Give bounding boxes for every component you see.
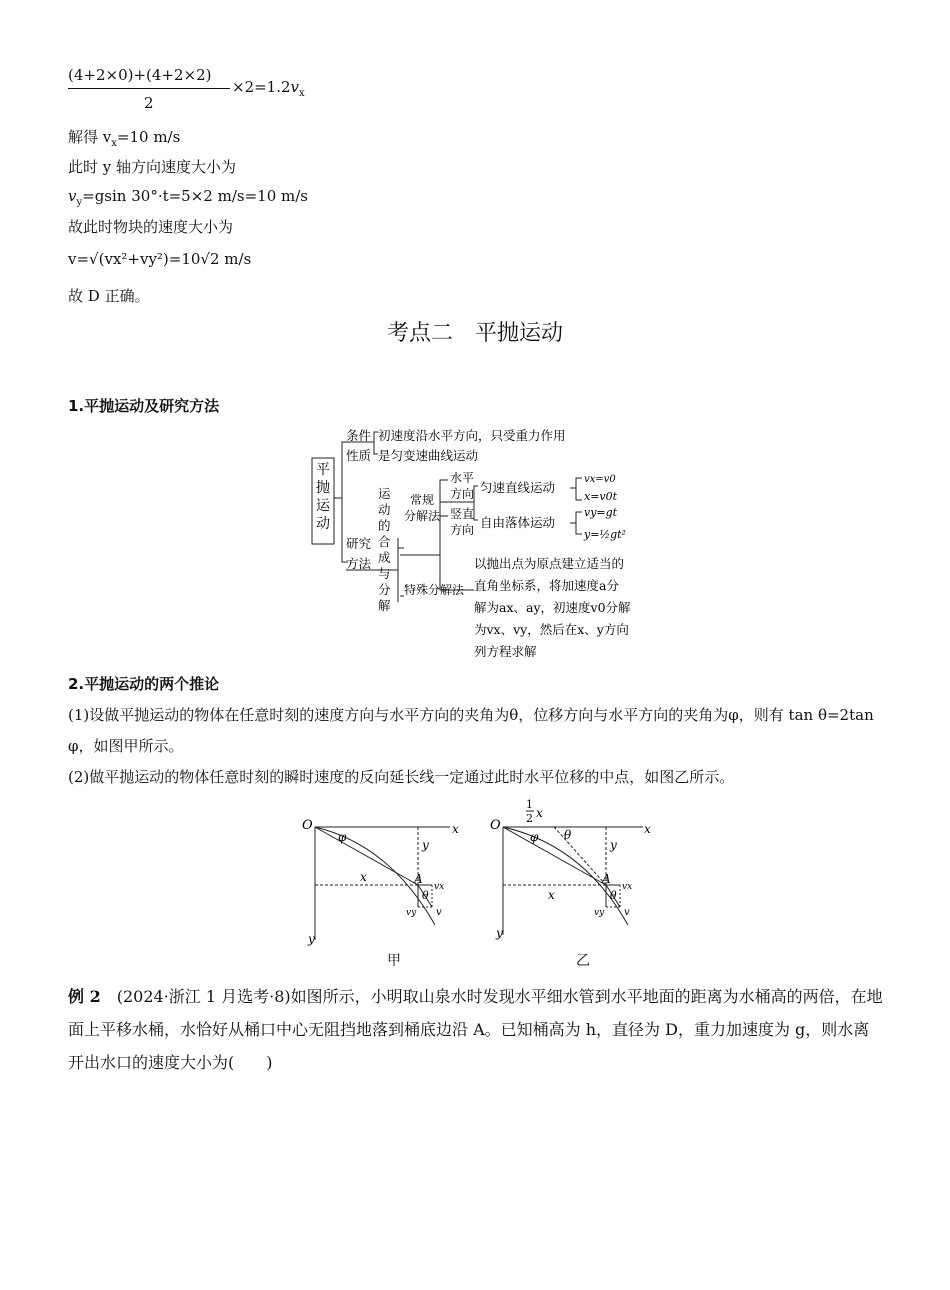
figure-yi-caption: 乙 [576, 953, 590, 969]
root-char-3: 运 [316, 498, 330, 514]
cond-text: 初速度沿水平方向，只受重力作用 [378, 428, 566, 443]
point-a-label: A [414, 872, 423, 886]
vertical-1: 竖直 [450, 507, 475, 521]
solve-line: 解得 $v_x=10$ m/s [68, 128, 181, 149]
conclusion-line: 故 D 正确。 [68, 287, 150, 305]
example-label: 例 2 [68, 987, 101, 1006]
figure-jia [300, 815, 460, 950]
origin-label-2: O [490, 818, 501, 833]
y-axis-label-2: y [496, 926, 503, 940]
eq-vx: vx=v0 [584, 474, 616, 485]
eq-vy: vy=gt [584, 506, 618, 519]
origin-label: O [302, 818, 313, 833]
eq-x: x=v0t [584, 490, 618, 503]
compose-char-7: 分 [378, 582, 391, 597]
regular-label-2: 分解法 [404, 509, 441, 523]
compose-char-2: 动 [378, 502, 391, 517]
speed-line: 故此时物块的速度大小为 [68, 218, 234, 236]
theta-label-top: θ [564, 828, 572, 842]
fraction-denominator: 2 [144, 94, 154, 112]
half-denominator: 2 [526, 812, 533, 825]
special-line-1: 以抛出点为原点建立适当的 [474, 556, 625, 571]
x-axis-label-2: x [644, 822, 651, 836]
x-disp-label: x [360, 870, 367, 884]
root-char-1: 平 [316, 462, 330, 478]
method-label: 研究 [346, 536, 372, 551]
vx-label: vx [434, 882, 445, 892]
special-line-4: 为vx、vy，然后在x、y方向 [474, 622, 629, 637]
example-2 [68, 980, 883, 1079]
half-x-label: x [536, 806, 543, 820]
y-disp-label: y [422, 838, 429, 852]
compose-char-6: 与 [378, 566, 391, 581]
uniform-motion: 匀速直线运动 [480, 480, 556, 495]
root-char-4: 动 [316, 516, 330, 532]
y-disp-label-2: y [610, 838, 617, 852]
section2-title: 2.平抛运动的两个推论 [68, 675, 220, 693]
compose-char-3: 的 [378, 518, 391, 533]
half-numerator: 1 [526, 798, 533, 811]
x-axis-label: x [452, 822, 459, 836]
phi-label: φ [338, 830, 347, 844]
special-method: 特殊分解法 [404, 583, 465, 597]
mindmap-diagram [300, 420, 660, 665]
eq-y: y=½gt² [584, 528, 626, 541]
y-speed-line: 此时 y 轴方向速度大小为 [68, 158, 237, 176]
corollary-2: (2)做平抛运动的物体任意时刻的瞬时速度的反向延长线一定通过此时水平位移的中点，如图乙所示。 [68, 768, 735, 786]
horizontal-1: 水平 [450, 471, 475, 485]
vx-label-2: vx [622, 882, 633, 892]
x-disp-label-2: x [548, 888, 555, 902]
figure-jia-caption: 甲 [387, 953, 401, 969]
theta-label: θ [422, 889, 429, 902]
example-text: (2024·浙江 1 月选考·8)如图所示，小明取山泉水时发现水平细水管到水平地面的距离为水桶高的两倍，在地面上平移水桶，水恰好从桶口中心无阻挡地落到桶底边沿 A。已知桶高为 h，直径为 D，重力加速度为 g，则水离开出水口的速度大小为( ) [68, 987, 883, 1072]
compose-char-5: 成 [378, 550, 391, 565]
theta-label-2: θ [610, 889, 617, 902]
cond-label: 条件 [346, 428, 372, 443]
speed-equation: v=√(vx²+vy²)=10√2 m/s [68, 250, 252, 268]
figure-yi [488, 795, 658, 950]
prop-label: 性质 [346, 448, 372, 463]
phi-label-2: φ [530, 830, 539, 844]
horizontal-2: 方向 [450, 487, 475, 501]
vertical-2: 方向 [450, 523, 475, 537]
free-fall-motion: 自由落体运动 [480, 515, 556, 530]
section1-title: 1.平抛运动及研究方法 [68, 397, 220, 415]
section-heading: 考点二 平抛运动 [386, 321, 563, 346]
vy-equation: $v_y=gsin$ 30°·t=5×2 m/s=10 m/s [68, 187, 308, 208]
special-line-5: 列方程求解 [474, 644, 537, 659]
fraction-rest: $\times 2=1.2v_x$ [232, 78, 305, 99]
prop-text: 是匀变速曲线运动 [378, 448, 479, 463]
v-label: v [436, 907, 442, 918]
compose-char-1: 运 [378, 486, 391, 501]
special-line-3: 解为ax、ay，初速度v0分解 [474, 600, 631, 615]
root-char-2: 抛 [316, 480, 330, 496]
point-a-label-2: A [602, 872, 611, 886]
fraction-bar [68, 88, 230, 89]
fraction-numerator: (4+2×0)+(4+2×2) [68, 66, 212, 84]
v-label-2: v [624, 907, 630, 918]
special-line-2: 直角坐标系，将加速度a分 [474, 578, 619, 593]
regular-label-1: 常规 [410, 493, 435, 507]
method-label-2: 方法 [346, 556, 372, 571]
vy-label: vy [406, 908, 417, 918]
compose-char-8: 解 [378, 598, 391, 613]
vy-label-2: vy [594, 908, 605, 918]
corollary-1: (1)设做平抛运动的物体在任意时刻的速度方向与水平方向的夹角为θ，位移方向与水平方向的夹角为φ，则有 tan θ=2tan φ，如图甲所示。 [68, 706, 874, 755]
compose-char-4: 合 [378, 534, 391, 549]
y-axis-label: y [308, 932, 315, 946]
